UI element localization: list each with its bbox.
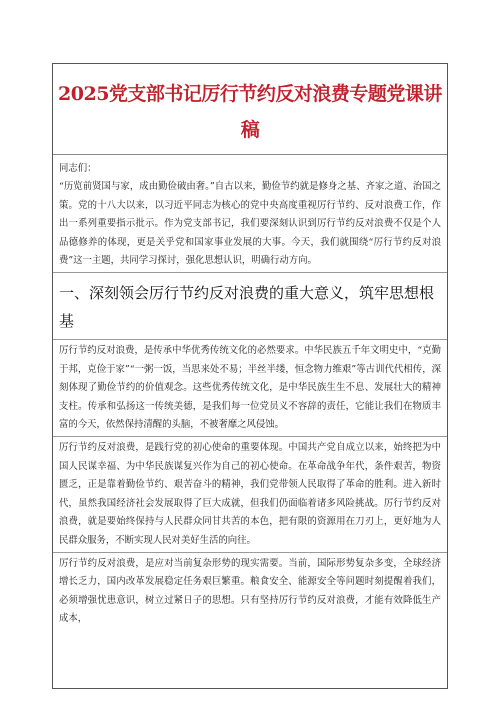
body-paragraph: 厉行节约反对浪费，是传承中华优秀传统文化的必然要求。中华民族五千年文明史中，“克勤于邦，克俭于家”“一粥一饭，当思来处不易；半丝半缕，恒念物力维艰”等古训代代相传，深刻体现了勤俭节约的价值观念。这些优秀传统文化，是中华民族生生不息、发展壮大的精神支柱。传承和弘扬这一传统美德，是我们每一位党员义不容辞的责任，它能让我们在物质丰富的今天，依然保持清醒的头脑，不被奢靡之风侵蚀。	[59, 345, 441, 431]
section-divider	[53, 272, 447, 273]
paragraph-divider	[53, 436, 447, 437]
body-paragraph: 厉行节约反对浪费，是应对当前复杂形势的现实需要。当前，国际形势复杂多变，全球经济增长乏力，国内改革发展稳定任务艰巨繁重。粮食安全、能源安全等问题时刻提醒着我们，必须增强忧患意识，树立过紧日子的思想。只有坚持厉行节约反对浪费，才能有效降低生产成本，	[59, 557, 441, 625]
document-frame	[52, 63, 448, 689]
paragraph-divider	[53, 552, 447, 553]
document-title: 2025党支部书记厉行节约反对浪费专题党课讲稿	[58, 83, 442, 141]
section-heading: 一、深刻领会厉行节约反对浪费的重大意义，筑牢思想根基	[59, 284, 435, 331]
heading-divider	[53, 339, 447, 340]
intro-paragraph: “历览前贤国与家，成由勤俭破由奢。”自古以来，勤俭节约就是修身之基、齐家之道、治国之策。党的十八大以来，以习近平同志为核心的党中央高度重视厉行节约、反对浪费工作，作出一系列重要指示批示。作为党支部书记，我们要深刻认识到厉行节约反对浪费不仅是个人品德修养的体现，更是关乎党和国家事业发展的大事。今天，我们就围绕“厉行节约反对浪费”这一主题，共同学习探讨，强化思想认识，明确行动方向。	[59, 181, 441, 267]
body-paragraph: 厉行节约反对浪费，是践行党的初心使命的重要体现。中国共产党自成立以来，始终把为中国人民谋幸福、为中华民族谋复兴作为自己的初心使命。在革命战争年代，条件艰苦，物资匮乏，正是靠着勤俭节约、艰苦奋斗的精神，我们党带领人民取得了革命的胜利。进入新时代，虽然我国经济社会发展取得了巨大成就，但我们仍面临着诸多风险挑战。厉行节约反对浪费，就是要始终保持与人民群众同甘共苦的本色，把有限的资源用在刀刃上，更好地为人民群众服务，不断实现人民对美好生活的向往。	[59, 442, 441, 546]
greeting: 同志们：	[59, 163, 97, 174]
